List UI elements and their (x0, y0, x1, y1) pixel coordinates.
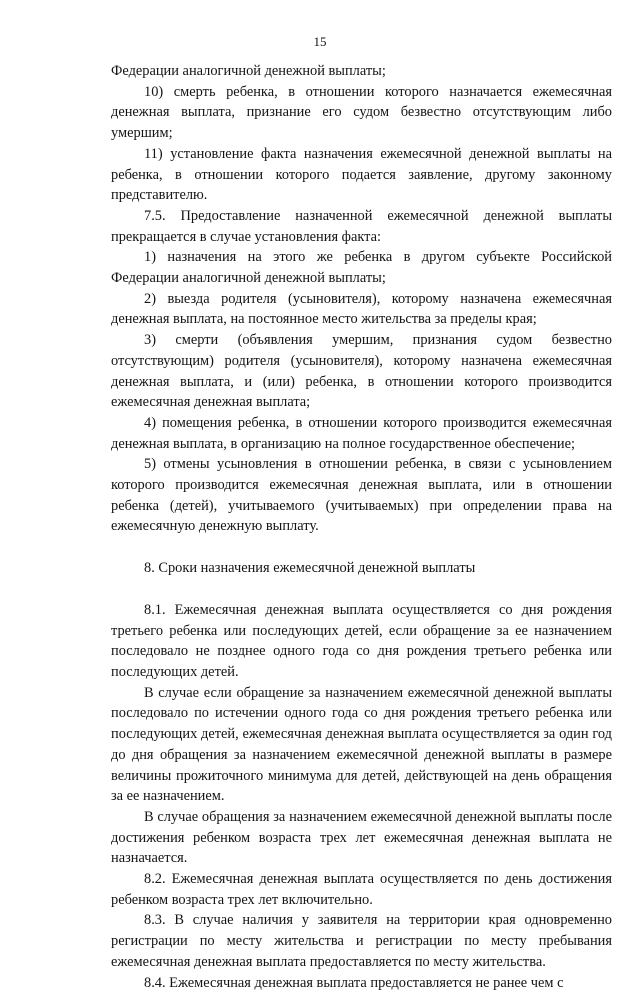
paragraph-8-1-after-three-years: В случае обращения за назначением ежемесячной денежной выплаты после достижения ребенком возраста трех лет ежемесячная денежная выплата не назначается. (111, 808, 612, 867)
paragraph-8-3: 8.3. В случае наличия у заявителя на территории края одновременно регистрации по месту жительства и регистрации по месту пребывания ежемесячная денежная выплата предоставляется по месту жительства. (111, 912, 612, 970)
document-body (111, 61, 612, 993)
paragraph-item-11: 11) установление факта назначения ежемесячной денежной выплаты на ребенка, в отношении которого подается заявление, другому законному представителю. (111, 145, 612, 204)
section-heading: 8. Сроки назначения ежемесячной денежной выплаты (144, 560, 476, 577)
paragraph-8-1: 8.1. Ежемесячная денежная выплата осуществляется со дня рождения третьего ребенка или последующих детей, если обращение за ее назначением последовало не позднее одного года со дня рождения третьего ребенка или последующих детей. (111, 601, 612, 680)
paragraph-7-5: 7.5. Предоставление назначенной ежемесячной денежной выплаты прекращается в случае установления факта: (111, 207, 612, 245)
paragraph-item-10: 10) смерть ребенка, в отношении которого назначается ежемесячная денежная выплата, признание его судом безвестно отсутствующим либо умершим; (111, 83, 612, 142)
paragraph-7-5-item-1: 1) назначения на этого же ребенка в другом субъекте Российской Федерации аналогичной денежной выплаты; (111, 249, 612, 287)
page-number: 15 (313, 34, 327, 49)
section-spacer (111, 537, 612, 558)
section-spacer (111, 579, 612, 600)
paragraph-7-5-item-3: 3) смерти (объявления умершим, признания судом безвестно отсутствующим) родителя (усыновителя), которому назначена ежемесячная денежная выплата, и (или) ребенка, в отношении которого производится ежемесячная денежная выплата; (111, 332, 612, 411)
paragraph-8-1-late-application: В случае если обращение за назначением ежемесячной денежной выплаты последовало по истечении одного года со дня рождения третьего ребенка или последующих детей, ежемесячная денежная выплата осуществляется за один год до дня обращения за назначением ежемесячной денежной выплаты в размере величины прожиточного минимума для детей, действующей на день обращения за ее назначением. (111, 684, 612, 805)
paragraph-8-2: 8.2. Ежемесячная денежная выплата осуществляется по день достижения ребенком возраста трех лет включительно. (111, 871, 612, 908)
paragraph-7-5-item-5: 5) отмены усыновления в отношении ребенка, в связи с усыновлением которого производится ежемесячная денежная выплата, или в отношении ребенка (детей), учитываемого (учитываемых) при определении права на ежемесячную денежную выплату. (111, 456, 612, 535)
paragraph-continuation: Федерации аналогичной денежной выплаты; (111, 63, 386, 79)
paragraph-8-4: 8.4. Ежемесячная денежная выплата предоставляется не ранее чем с (144, 974, 564, 991)
paragraph-7-5-item-2: 2) выезда родителя (усыновителя), которому назначена ежемесячная денежная выплата, на постоянное место жительства за пределы края; (111, 290, 612, 328)
paragraph-7-5-item-4: 4) помещения ребенка, в отношении которого производится ежемесячная денежная выплата, в организацию на полное государственное обеспечение; (111, 414, 612, 452)
